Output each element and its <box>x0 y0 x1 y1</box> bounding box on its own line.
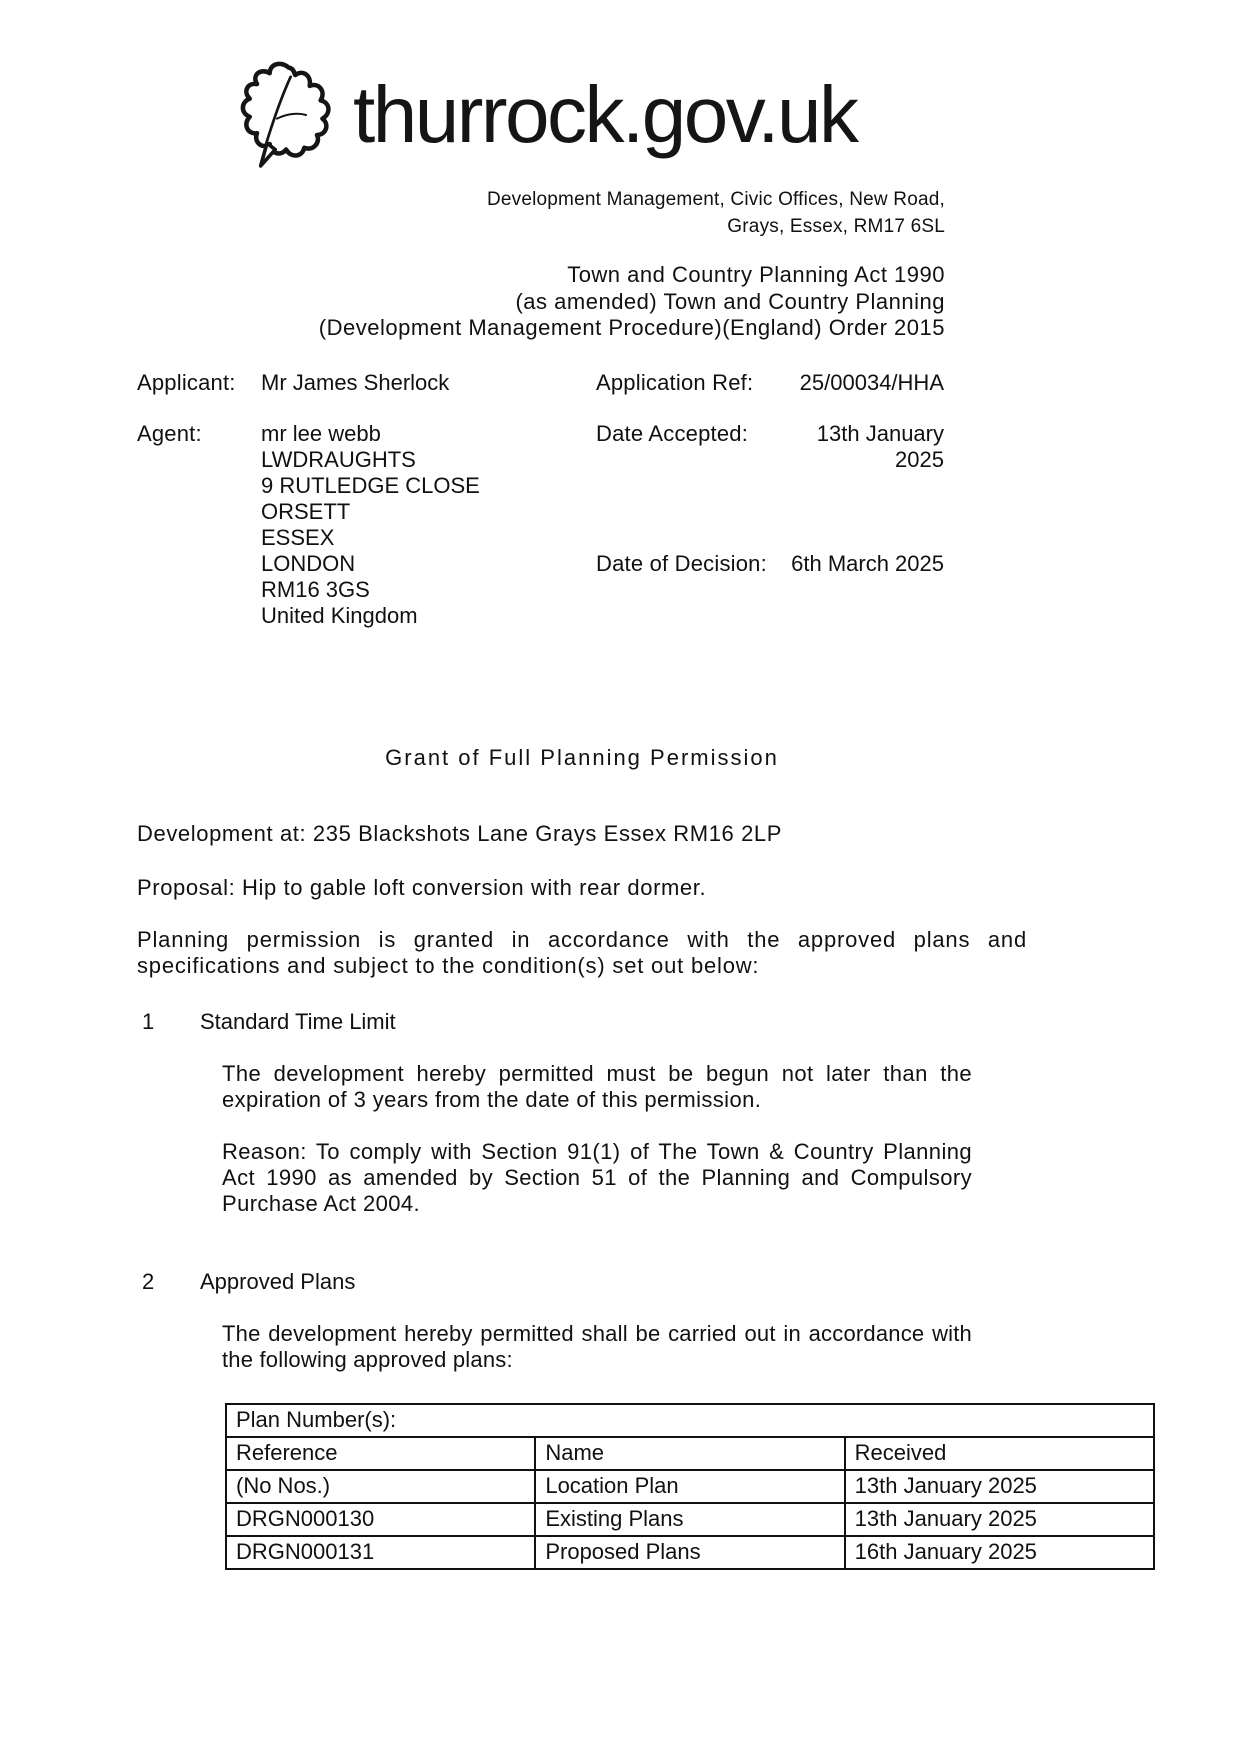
date-of-decision-label: Date of Decision: <box>596 550 767 576</box>
cell-name: Location Plan <box>535 1470 844 1503</box>
header-reference: Reference <box>226 1437 535 1470</box>
department-address <box>137 186 945 240</box>
condition-title: Standard Time Limit <box>200 1008 396 1034</box>
decision-title: Grant of Full Planning Permission <box>385 744 779 770</box>
application-ref-value: 25/00034/HHA <box>799 369 944 395</box>
act-line: Town and Country Planning Act 1990 <box>567 262 945 287</box>
cell-reference: DRGN000131 <box>226 1536 535 1569</box>
cell-name: Existing Plans <box>535 1503 844 1536</box>
header-name: Name <box>535 1437 844 1470</box>
condition-title: Approved Plans <box>200 1268 356 1294</box>
development-address-line <box>137 821 1145 847</box>
condition-1-paragraph: The development hereby permitted must be begun not later than the expiration of 3 years from the date of this permission. <box>222 1060 972 1112</box>
address-line: Grays, Essex, RM17 6SL <box>727 216 945 237</box>
application-ref-label: Application Ref: <box>596 369 754 395</box>
agent-row <box>137 421 944 629</box>
condition-1-reason: Reason: To comply with Section 91(1) of The Town & Country Planning Act 1990 as amended by Section 51 of the Planning and Compulsory Purchase Act 2004. <box>222 1138 972 1216</box>
act-line: (as amended) Town and Country Planning <box>515 288 945 314</box>
condition-2-heading <box>137 1269 1145 1295</box>
date-of-decision-value: 6th March 2025 <box>791 550 944 576</box>
applicant-label: Applicant: <box>137 369 236 395</box>
legislation-heading <box>137 262 945 342</box>
approved-plans-table <box>225 1403 1155 1570</box>
table-row <box>226 1536 1154 1569</box>
grant-statement: Planning permission is granted in accordance with the approved plans and specifications and subject to the condition(s) set out below: <box>137 926 1027 978</box>
agent-address-line: LONDON <box>261 550 356 576</box>
applicant-row <box>137 370 944 396</box>
address-line: Development Management, Civic Offices, New Road, <box>486 189 945 210</box>
agent-address-line: ESSEX <box>261 524 335 550</box>
proposal-label: Proposal: <box>137 874 236 900</box>
date-of-decision-row <box>596 551 944 577</box>
agent-address-line: mr lee webb <box>261 420 381 446</box>
letter-header <box>137 186 945 342</box>
agent-address <box>261 421 596 629</box>
proposal-value: Hip to gable loft conversion with rear dormer. <box>235 874 707 900</box>
cell-received: 16th January 2025 <box>845 1536 1154 1569</box>
cell-reference: (No Nos.) <box>226 1470 535 1503</box>
plans-caption: Plan Number(s): <box>226 1404 1154 1437</box>
agent-address-line: RM16 3GS <box>261 576 370 602</box>
date-accepted-row <box>596 421 944 473</box>
cell-reference: DRGN000130 <box>226 1503 535 1536</box>
proposal-line <box>137 875 1145 901</box>
cell-name: Proposed Plans <box>535 1536 844 1569</box>
applicant-name: Mr James Sherlock <box>261 369 450 395</box>
condition-2-paragraph: The development hereby permitted shall be carried out in accordance with the following approved plans: <box>222 1320 972 1372</box>
oak-leaf-icon <box>237 58 337 172</box>
agent-label: Agent: <box>137 420 202 446</box>
table-header-row <box>226 1437 1154 1470</box>
agent-address-line: ORSETT <box>261 498 351 524</box>
development-value: 235 Blackshots Lane Grays Essex RM16 2LP <box>306 820 783 846</box>
cell-received: 13th January 2025 <box>845 1503 1154 1536</box>
agent-address-line: LWDRAUGHTS <box>261 446 416 472</box>
decision-dates <box>596 421 944 629</box>
date-accepted-label: Date Accepted: <box>596 420 749 446</box>
table-caption-row <box>226 1404 1154 1437</box>
condition-number: 2 <box>142 1268 155 1294</box>
condition-1-heading <box>137 1009 1145 1035</box>
application-details <box>137 370 944 629</box>
act-line: (Development Management Procedure)(England) Order 2015 <box>318 315 945 340</box>
date-accepted-value: 13th January 2025 <box>816 420 944 472</box>
cell-received: 13th January 2025 <box>845 1470 1154 1503</box>
header-received: Received <box>845 1437 1154 1470</box>
agent-address-line: United Kingdom <box>261 602 418 628</box>
council-wordmark: thurrock.gov.uk <box>353 70 857 159</box>
table-row <box>226 1503 1154 1536</box>
table-row <box>226 1470 1154 1503</box>
agent-address-line: 9 RUTLEDGE CLOSE <box>261 472 480 498</box>
development-label: Development at: <box>137 820 307 846</box>
condition-number: 1 <box>142 1008 155 1034</box>
council-logo <box>237 58 1145 172</box>
